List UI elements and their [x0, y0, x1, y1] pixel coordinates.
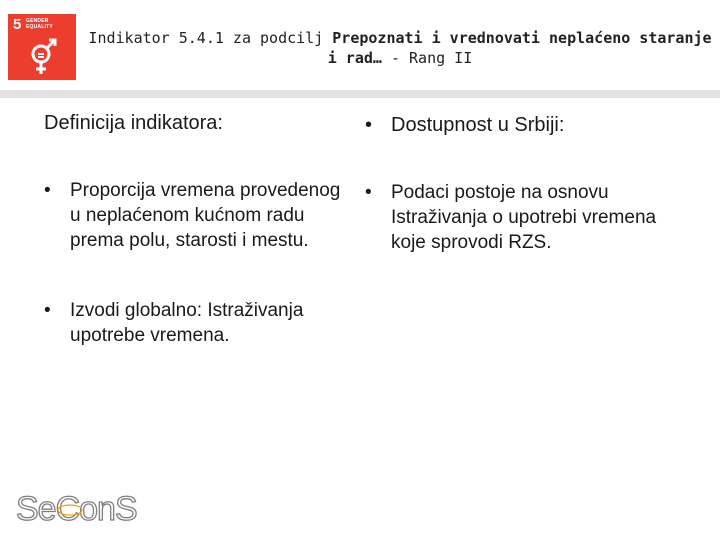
- list-item: • Podaci postoje na osnovu Istraživanja o upotrebi vremena koje sprovodi RZS.: [365, 180, 695, 255]
- availability-column: [365, 110, 695, 255]
- list-item: • Izvodi globalno: Istraživanja upotrebe vremena.: [44, 298, 344, 348]
- sdg-number: 5: [13, 16, 22, 33]
- list-item: • Proporcija vremena provedenog u neplaćenom kućnom radu prema polu, starosti i mestu.: [44, 178, 344, 253]
- availability-list: [365, 180, 695, 255]
- sdg-label: GENDER EQUALITY: [26, 18, 53, 30]
- secons-logo: [14, 488, 144, 528]
- header-divider: [0, 90, 720, 98]
- definition-list: [44, 178, 344, 348]
- definition-column: [44, 110, 344, 348]
- slide-title: Indikator 5.4.1 za podcilj Prepoznati i vrednovati neplaćeno staranje i rad… - Rang II: [88, 29, 712, 67]
- availability-heading: • Dostupnost u Srbiji:: [365, 112, 695, 138]
- slide-header: [0, 0, 720, 90]
- gender-equality-icon: [28, 36, 58, 76]
- definition-heading: Definicija indikatora:: [44, 112, 223, 134]
- sdg-5-badge: [8, 14, 76, 80]
- svg-text:SeConS: SeConS: [16, 490, 137, 528]
